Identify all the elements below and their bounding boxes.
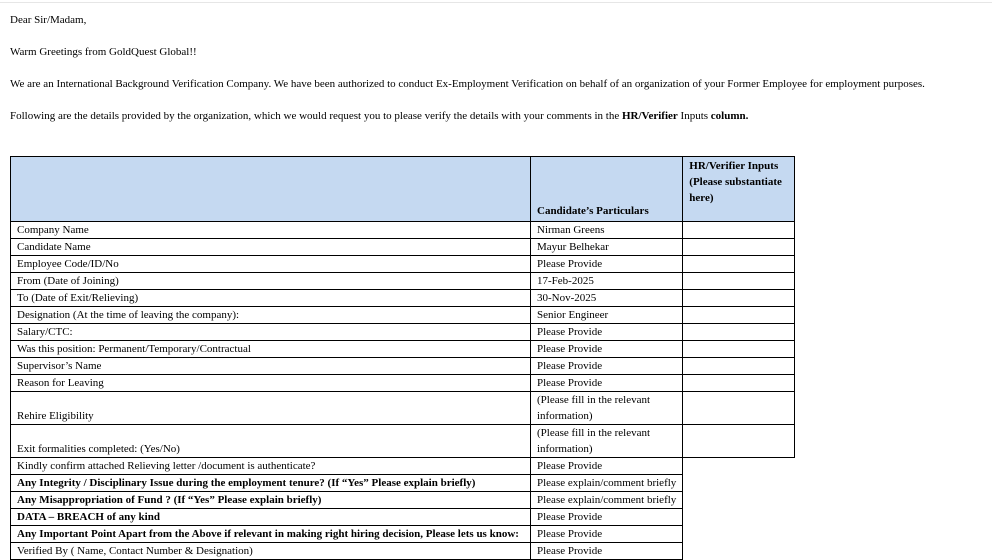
row-value: Please Provide xyxy=(531,358,683,375)
warm-greetings: Warm Greetings from GoldQuest Global!! xyxy=(10,46,197,58)
row-label: Verified By ( Name, Contact Number & Designation) xyxy=(11,543,531,560)
table-row xyxy=(11,375,795,392)
row-label: Kindly confirm attached Relieving letter /document is authenticate? xyxy=(11,458,531,475)
row-label: Any Integrity / Disciplinary Issue during the employment tenure? (If “Yes” Please explain briefly) xyxy=(11,475,531,492)
row-value: Please Provide xyxy=(531,509,683,526)
row-hr-input[interactable] xyxy=(683,324,795,341)
table-row xyxy=(11,239,795,256)
row-value: Nirman Greens xyxy=(531,222,683,239)
row-value: (Please fill in the relevant information) xyxy=(531,425,683,458)
table-row xyxy=(11,307,795,324)
greeting: Dear Sir/Madam, xyxy=(10,14,87,26)
row-value: Please Provide xyxy=(531,375,683,392)
table-row xyxy=(11,475,795,492)
row-label: Candidate Name xyxy=(11,239,531,256)
row-value: 17-Feb-2025 xyxy=(531,273,683,290)
row-value: Please explain/comment briefly xyxy=(531,475,683,492)
table-row xyxy=(11,324,795,341)
row-value: Mayur Belhekar xyxy=(531,239,683,256)
instruction-bold-column: column. xyxy=(710,110,749,122)
table-row xyxy=(11,392,795,425)
header-hr-line2: (Please substantiate here) xyxy=(689,176,782,204)
row-value: Please Provide xyxy=(531,256,683,273)
header-hr-verifier-inputs xyxy=(683,157,795,222)
table-row xyxy=(11,425,795,458)
row-label: Company Name xyxy=(11,222,531,239)
row-hr-input[interactable] xyxy=(683,307,795,324)
row-hr-input[interactable] xyxy=(683,256,795,273)
row-label: Rehire Eligibility xyxy=(11,392,531,425)
row-value: Senior Engineer xyxy=(531,307,683,324)
row-label: Any Misappropriation of Fund ? (If “Yes” Please explain briefly) xyxy=(11,492,531,509)
row-hr-input[interactable] xyxy=(683,222,795,239)
row-label: From (Date of Joining) xyxy=(11,273,531,290)
row-value: Please Provide xyxy=(531,543,683,560)
table-row xyxy=(11,273,795,290)
row-label: To (Date of Exit/Relieving) xyxy=(11,290,531,307)
row-hr-input[interactable] xyxy=(683,341,795,358)
row-value: 30-Nov-2025 xyxy=(531,290,683,307)
instruction-bold-hr: HR/Verifier xyxy=(622,110,678,122)
row-label: Was this position: Permanent/Temporary/Contractual xyxy=(11,341,531,358)
table-row xyxy=(11,358,795,375)
intro-paragraph: We are an International Background Verification Company. We have been authorized to conduct Ex-Employment Verification on behalf of an organization of your Former Employee for employment purposes. xyxy=(10,78,925,90)
instruction-text: Following are the details provided by the organization, which we would request you to please verify the details with your comments in the xyxy=(10,110,622,122)
header-blank-cell xyxy=(11,157,531,222)
table-row xyxy=(11,509,795,526)
row-hr-input[interactable] xyxy=(683,392,795,425)
row-label: Employee Code/ID/No xyxy=(11,256,531,273)
row-hr-input[interactable] xyxy=(683,273,795,290)
row-value: (Please fill in the relevant information) xyxy=(531,392,683,425)
table-row xyxy=(11,222,795,239)
row-value: Please Provide xyxy=(531,526,683,543)
table-row xyxy=(11,458,795,475)
row-hr-input[interactable] xyxy=(683,358,795,375)
row-hr-input[interactable] xyxy=(683,290,795,307)
table-row xyxy=(11,341,795,358)
header-candidate-particulars: Candidate’s Particulars xyxy=(531,157,683,222)
table-row xyxy=(11,526,795,543)
row-hr-input[interactable] xyxy=(683,375,795,392)
header-hr-line1: HR/Verifier Inputs xyxy=(689,160,779,172)
row-value: Please Provide xyxy=(531,458,683,475)
row-value: Please Provide xyxy=(531,324,683,341)
table-row xyxy=(11,492,795,509)
table-row xyxy=(11,290,795,307)
row-label: Exit formalities completed: (Yes/No) xyxy=(11,425,531,458)
instruction-inputs: Inputs xyxy=(677,110,711,122)
top-divider xyxy=(0,2,992,3)
row-hr-input[interactable] xyxy=(683,425,795,458)
row-label: DATA – BREACH of any kind xyxy=(11,509,531,526)
row-label: Supervisor’s Name xyxy=(11,358,531,375)
row-hr-input[interactable] xyxy=(683,239,795,256)
table-header-row xyxy=(11,157,795,222)
row-value: Please Provide xyxy=(531,341,683,358)
table-row xyxy=(11,543,795,560)
instruction-paragraph xyxy=(10,110,748,123)
row-label: Reason for Leaving xyxy=(11,375,531,392)
table-row xyxy=(11,256,795,273)
verification-table xyxy=(10,156,795,560)
row-label: Designation (At the time of leaving the company): xyxy=(11,307,531,324)
row-label: Any Important Point Apart from the Above if relevant in making right hiring decision, Please lets us know: xyxy=(11,526,531,543)
row-label: Salary/CTC: xyxy=(11,324,531,341)
row-value: Please explain/comment briefly xyxy=(531,492,683,509)
